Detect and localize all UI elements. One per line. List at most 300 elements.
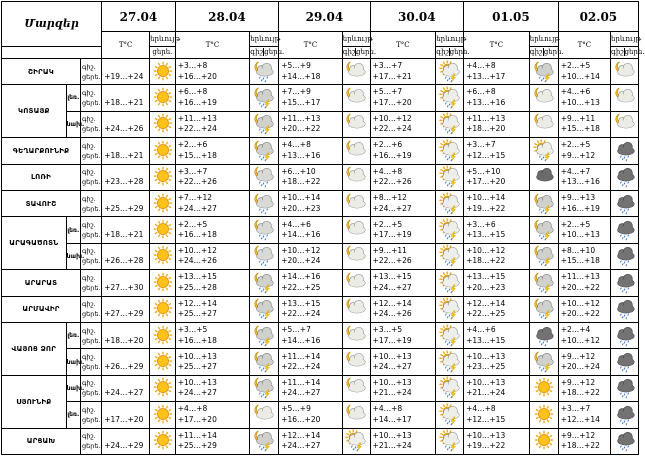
day-temp: +22…+24	[281, 309, 321, 319]
temperature-cell	[279, 270, 342, 296]
temperature-cell	[279, 111, 342, 137]
day-label: ցերե.	[82, 283, 101, 292]
moon-rain-icon	[251, 165, 277, 189]
day-temp: +18…+21	[104, 97, 144, 107]
day-temp: +18…+22	[281, 177, 321, 187]
sun-icon	[150, 112, 176, 136]
night-temp: +10…+13	[466, 351, 506, 361]
day-temp: +27…+30	[104, 282, 144, 292]
day-temp: +14…+18	[281, 71, 321, 81]
day-subheader: ցերե.	[624, 48, 645, 57]
night-temp: +10…+14	[466, 193, 506, 203]
table-row	[2, 296, 639, 322]
night-subheader: գիշ.	[611, 48, 626, 57]
weather-cell	[250, 58, 279, 84]
night-temp: +6…+8	[177, 87, 208, 97]
night-temp: +11…+14	[281, 351, 321, 361]
dark-cloud-rain-icon	[531, 324, 557, 348]
weather-cell	[250, 85, 279, 111]
night-label: գիշ.	[82, 221, 96, 230]
weather-cell	[150, 270, 176, 296]
forecast-table	[1, 1, 645, 455]
temperature-cell	[279, 164, 342, 190]
weather-cell	[436, 111, 464, 137]
night-subheader: գիշ.	[529, 48, 545, 57]
day-temp: +22…+24	[177, 124, 217, 134]
weather-cell	[611, 111, 639, 137]
day-temp: +21…+24	[372, 388, 412, 398]
temperature-cell	[175, 375, 250, 401]
phen-subheader	[611, 46, 645, 58]
day-temp: +15…+18	[560, 124, 600, 134]
temperature-cell	[370, 428, 436, 454]
table-row	[2, 111, 639, 137]
weather-cell	[342, 217, 370, 243]
day-temp: +24…+27	[372, 362, 412, 372]
subregion-label: նախ.	[66, 243, 80, 269]
night-temp: +10…+13	[177, 377, 217, 387]
day-temp: +17…+20	[466, 177, 506, 187]
day-temp: +24…+27	[104, 388, 144, 398]
day-subheader: ցերե.	[543, 48, 564, 57]
weather-cell	[150, 58, 176, 84]
temperature-cell	[175, 164, 250, 190]
temperature-cell	[102, 85, 150, 111]
weather-cell	[611, 270, 639, 296]
day-temp: +26…+29	[104, 362, 144, 372]
day-temp: +19…+22	[466, 203, 506, 213]
day-temp: +13…+16	[466, 97, 506, 107]
day-temp: +21…+24	[372, 441, 412, 451]
weather-cell	[529, 243, 558, 269]
moon-cloud-rain-icon	[251, 376, 277, 400]
night-label: գիշ.	[82, 379, 96, 388]
weather-cell	[529, 164, 558, 190]
weather-cell	[342, 349, 370, 375]
day-temp: +19…+24	[104, 71, 144, 81]
moon-cloud-icon	[343, 271, 369, 295]
weather-cell	[529, 58, 558, 84]
day-label: ցերե.	[82, 310, 101, 319]
day-subheader: ցերե.	[150, 46, 176, 58]
weather-cell	[436, 375, 464, 401]
weather-cell	[529, 111, 558, 137]
moon-cloud-icon	[343, 350, 369, 374]
day-temp: +13…+17	[466, 71, 506, 81]
night-temp: +2…+6	[372, 140, 403, 150]
dark-cloud-rain-icon	[612, 165, 638, 189]
day-label: ցերե.	[82, 442, 101, 451]
day-temp: +17…+21	[372, 71, 412, 81]
temperature-cell	[558, 58, 610, 84]
night-temp: +9…+12	[560, 430, 596, 440]
table-row	[2, 85, 639, 111]
day-temp: +24…+27	[372, 203, 412, 213]
weather-cell	[436, 138, 464, 164]
night-temp: +11…+13	[177, 113, 217, 123]
moon-cloud-icon	[531, 112, 557, 136]
temperature-cell	[175, 402, 250, 428]
day-temp: +14…+16	[281, 230, 321, 240]
night-label: գիշ.	[82, 194, 96, 203]
day-temp: +17…+20	[372, 97, 412, 107]
temperature-cell	[558, 111, 610, 137]
night-temp: +11…+13	[466, 113, 506, 123]
temperature-cell	[279, 85, 342, 111]
sun-cloud-rain-icon	[437, 324, 463, 348]
day-temp: +18…+22	[560, 388, 600, 398]
temperature-cell	[102, 296, 150, 322]
night-temp: +10…+12	[177, 245, 217, 255]
temperature-cell	[464, 270, 530, 296]
weather-cell	[150, 428, 176, 454]
day-temp: +18…+22	[560, 441, 600, 451]
night-subheader: գիշ.	[342, 48, 358, 57]
night-temp: +3…+7	[466, 140, 496, 150]
day-temp: +18…+21	[104, 230, 144, 240]
date-header: 29.04	[279, 2, 370, 32]
weather-cell	[342, 375, 370, 401]
weather-cell	[342, 164, 370, 190]
temperature-cell	[175, 322, 250, 348]
day-temp: +20…+24	[281, 256, 321, 266]
day-temp: +25…+28	[177, 282, 217, 292]
temperature-cell	[175, 217, 250, 243]
day-temp: +10…+13	[560, 97, 600, 107]
day-temp: +17…+19	[372, 230, 412, 240]
night-temp: +3…+7	[372, 61, 403, 71]
day-temp: +24…+27	[281, 441, 321, 451]
temp-header: T°C	[558, 32, 610, 58]
weather-cell	[150, 217, 176, 243]
day-label: ցերե.	[82, 231, 101, 240]
night-temp: +13…+15	[177, 272, 217, 282]
weather-cell	[342, 138, 370, 164]
night-temp: +2…+5	[560, 140, 591, 150]
day-temp: +24…+26	[177, 256, 217, 266]
night-temp: +8…+10	[560, 245, 596, 255]
night-label: գիշ.	[82, 432, 96, 441]
temperature-cell	[279, 402, 342, 428]
night-temp: +3…+5	[177, 325, 208, 335]
temperature-cell	[370, 85, 436, 111]
night-temp: +10…+12	[466, 245, 506, 255]
dark-cloud-rain-icon	[612, 297, 638, 321]
table-row	[2, 428, 639, 454]
dark-cloud-rain-icon	[612, 192, 638, 216]
weather-cell	[611, 375, 639, 401]
moon-cloud-rain-icon	[531, 244, 557, 268]
night-temp: +8…+12	[372, 193, 407, 203]
weather-cell	[250, 349, 279, 375]
weather-cell	[529, 296, 558, 322]
moon-cloud-rain-icon	[251, 271, 277, 295]
day-temp: +16…+18	[177, 230, 217, 240]
day-temp: +24…+26	[372, 309, 412, 319]
day-subheader: ցերե.	[356, 48, 377, 57]
temperature-cell	[464, 349, 530, 375]
day-temp: +12…+15	[466, 150, 506, 160]
region-name: ԼՈՌԻ	[2, 164, 81, 190]
temperature-cell	[279, 375, 342, 401]
day-label: ցերե.	[82, 389, 101, 398]
night-temp: +11…+14	[177, 430, 217, 440]
weather-cell	[250, 375, 279, 401]
weather-cell	[436, 349, 464, 375]
sun-icon	[150, 60, 176, 84]
night-temp: +10…+13	[372, 430, 412, 440]
weather-cell	[529, 322, 558, 348]
day-label: ցերե.	[82, 98, 101, 107]
night-temp: +10…+12	[372, 113, 412, 123]
day-temp: +13…+15	[466, 335, 506, 345]
temperature-cell	[175, 85, 250, 111]
phen-subheader	[342, 46, 377, 58]
day-label: ցերե.	[82, 415, 101, 424]
temperature-cell	[370, 296, 436, 322]
day-temp: +25…+27	[177, 362, 217, 372]
sun-icon	[150, 244, 176, 268]
day-temp: +20…+23	[466, 282, 506, 292]
night-temp: +9…+13	[560, 193, 596, 203]
day-temp: +22…+24	[372, 124, 412, 134]
sun-cloud-rain-icon	[437, 112, 463, 136]
weather-cell	[250, 111, 279, 137]
night-label: գիշ.	[82, 115, 96, 124]
day-label: ցերե.	[82, 204, 101, 213]
weather-cell	[611, 138, 639, 164]
temperature-cell	[370, 402, 436, 428]
moon-cloud-rain-icon	[251, 429, 277, 453]
night-temp: +5…+7	[281, 325, 311, 335]
temperature-cell	[558, 375, 610, 401]
temperature-cell	[558, 428, 610, 454]
day-temp: +12…+14	[560, 414, 600, 424]
temperature-cell	[279, 217, 342, 243]
night-temp: +7…+12	[177, 193, 213, 203]
day-label: ցերե.	[82, 178, 101, 187]
weather-cell	[436, 190, 464, 216]
day-temp: +10…+12	[560, 335, 600, 345]
sun-icon	[150, 297, 176, 321]
weather-cell	[436, 85, 464, 111]
day-temp: +10…+13	[560, 230, 600, 240]
night-temp: +10…+12	[560, 298, 600, 308]
night-label: գիշ.	[82, 168, 96, 177]
temperature-cell	[464, 322, 530, 348]
subregion-label: նախ.	[66, 111, 80, 137]
night-temp: +6…+8	[466, 87, 496, 97]
sun-cloud-rain-icon	[437, 244, 463, 268]
temperature-cell	[175, 428, 250, 454]
temperature-cell	[102, 190, 150, 216]
night-temp: +10…+14	[281, 193, 321, 203]
day-temp: +16…+20	[281, 414, 321, 424]
temperature-cell	[102, 270, 150, 296]
moon-cloud-rain-icon	[251, 86, 277, 110]
date-header: 28.04	[175, 2, 279, 32]
night-temp: +10…+13	[372, 351, 412, 361]
temperature-cell	[464, 375, 530, 401]
region-name: ԱՐԱՐԱՏ	[2, 270, 81, 296]
weather-cell	[342, 428, 370, 454]
sun-cloud-rain-icon	[437, 192, 463, 216]
night-label: գիշ.	[82, 141, 96, 150]
date-header: 02.05	[558, 2, 638, 32]
weather-cell	[529, 138, 558, 164]
night-temp: +9…+12	[560, 377, 596, 387]
temperature-cell	[175, 296, 250, 322]
temperature-cell	[102, 402, 150, 428]
night-label: գիշ.	[82, 247, 96, 256]
region-name: ԱՐԱԳԱԾՈՏՆ	[2, 217, 67, 270]
night-label: գիշ.	[82, 273, 96, 282]
weather-cell	[436, 217, 464, 243]
time-of-day	[81, 296, 102, 322]
sun-icon	[150, 350, 176, 374]
weather-cell	[436, 402, 464, 428]
weather-cell	[529, 270, 558, 296]
temperature-cell	[558, 296, 610, 322]
corner-spacer	[2, 46, 102, 58]
sun-cloud-rain-icon	[437, 376, 463, 400]
sun-icon	[150, 165, 176, 189]
phen-header: երևույթ	[529, 32, 558, 46]
moon-rain-icon	[251, 192, 277, 216]
night-temp: +12…+14	[281, 430, 321, 440]
night-temp: +12…+14	[466, 298, 506, 308]
temperature-cell	[370, 322, 436, 348]
phen-header: երևույթ	[150, 32, 176, 46]
night-temp: +11…+13	[560, 272, 600, 282]
sun-icon	[150, 403, 176, 427]
temp-header: T°C	[175, 32, 250, 58]
phen-header: երևույթ	[611, 32, 639, 46]
sun-icon	[150, 192, 176, 216]
weather-cell	[611, 190, 639, 216]
weather-cell	[611, 243, 639, 269]
day-temp: +18…+20	[104, 335, 144, 345]
day-temp: +23…+25	[466, 362, 506, 372]
phen-subheader	[250, 46, 285, 58]
temperature-cell	[279, 58, 342, 84]
day-temp: +24…+27	[372, 282, 412, 292]
temperature-cell	[370, 375, 436, 401]
moon-cloud-icon	[251, 403, 277, 427]
dark-cloud-rain-icon	[612, 350, 638, 374]
day-temp: +22…+25	[281, 282, 321, 292]
subregion-label: լեռ.	[66, 217, 80, 243]
night-temp: +3…+7	[560, 404, 591, 414]
time-of-day	[81, 428, 102, 454]
temperature-cell	[558, 349, 610, 375]
night-temp: +12…+14	[177, 298, 217, 308]
sun-cloud-rain-icon	[437, 403, 463, 427]
day-temp: +13…+16	[281, 150, 321, 160]
night-temp: +2…+5	[560, 219, 591, 229]
dark-cloud-rain-icon	[612, 429, 638, 453]
weather-cell	[250, 428, 279, 454]
night-label: գիշ.	[82, 353, 96, 362]
time-of-day	[81, 58, 102, 84]
sun-cloud-rain-icon	[437, 271, 463, 295]
time-of-day	[81, 402, 102, 428]
night-temp: +2…+6	[177, 140, 208, 150]
day-temp: +9…+12	[560, 150, 596, 160]
region-name: ՍՅՈՒՆԻՔ	[2, 375, 67, 428]
weather-cell	[150, 190, 176, 216]
night-temp: +10…+12	[281, 245, 321, 255]
night-temp: +9…+12	[560, 351, 596, 361]
moon-cloud-rain-icon	[251, 112, 277, 136]
time-of-day	[81, 164, 102, 190]
weather-cell	[611, 217, 639, 243]
night-label: գիշ.	[82, 300, 96, 309]
sun-icon	[531, 429, 557, 453]
day-temp: +24…+29	[104, 441, 144, 451]
moon-cloud-icon	[343, 218, 369, 242]
moon-cloud-rain-icon	[531, 192, 557, 216]
temperature-cell	[175, 58, 250, 84]
day-temp: +14…+16	[281, 335, 321, 345]
temperature-cell	[102, 164, 150, 190]
temperature-cell	[464, 164, 530, 190]
night-temp: +4…+8	[466, 61, 496, 71]
day-temp: +25…+29	[177, 441, 217, 451]
weather-cell	[529, 190, 558, 216]
weather-cell	[342, 58, 370, 84]
day-temp: +17…+20	[177, 414, 217, 424]
weather-cell	[150, 164, 176, 190]
temperature-cell	[370, 217, 436, 243]
temperature-cell	[464, 85, 530, 111]
sun-cloud-rain-icon	[343, 429, 369, 453]
night-temp: +2…+4	[560, 325, 591, 335]
dark-cloud-rain-icon	[612, 324, 638, 348]
temperature-cell	[370, 138, 436, 164]
sun-cloud-rain-icon	[437, 218, 463, 242]
night-temp: +14…+16	[281, 272, 321, 282]
time-of-day	[81, 270, 102, 296]
weather-cell	[250, 217, 279, 243]
time-of-day	[81, 138, 102, 164]
temperature-cell	[279, 428, 342, 454]
temperature-cell	[558, 270, 610, 296]
night-temp: +4…+6	[281, 219, 311, 229]
weather-cell	[150, 402, 176, 428]
weather-cell	[250, 322, 279, 348]
time-of-day	[81, 322, 102, 348]
day-temp: +26…+28	[104, 256, 144, 266]
subregion-label: նախ.	[66, 375, 80, 401]
temp-header: T°C	[370, 32, 436, 58]
weather-cell	[342, 111, 370, 137]
moon-cloud-rain-icon	[531, 350, 557, 374]
weather-cell	[436, 270, 464, 296]
table-row	[2, 217, 639, 243]
weather-cell	[150, 349, 176, 375]
weather-cell	[436, 164, 464, 190]
night-label: գիշ.	[82, 405, 96, 414]
weather-cell	[529, 428, 558, 454]
subregion-label: լեռ.	[66, 322, 80, 348]
temperature-cell	[279, 296, 342, 322]
weather-cell	[150, 138, 176, 164]
day-temp: +22…+26	[372, 177, 412, 187]
temperature-cell	[370, 349, 436, 375]
moon-cloud-rain-icon	[251, 297, 277, 321]
day-temp: +18…+22	[466, 256, 506, 266]
